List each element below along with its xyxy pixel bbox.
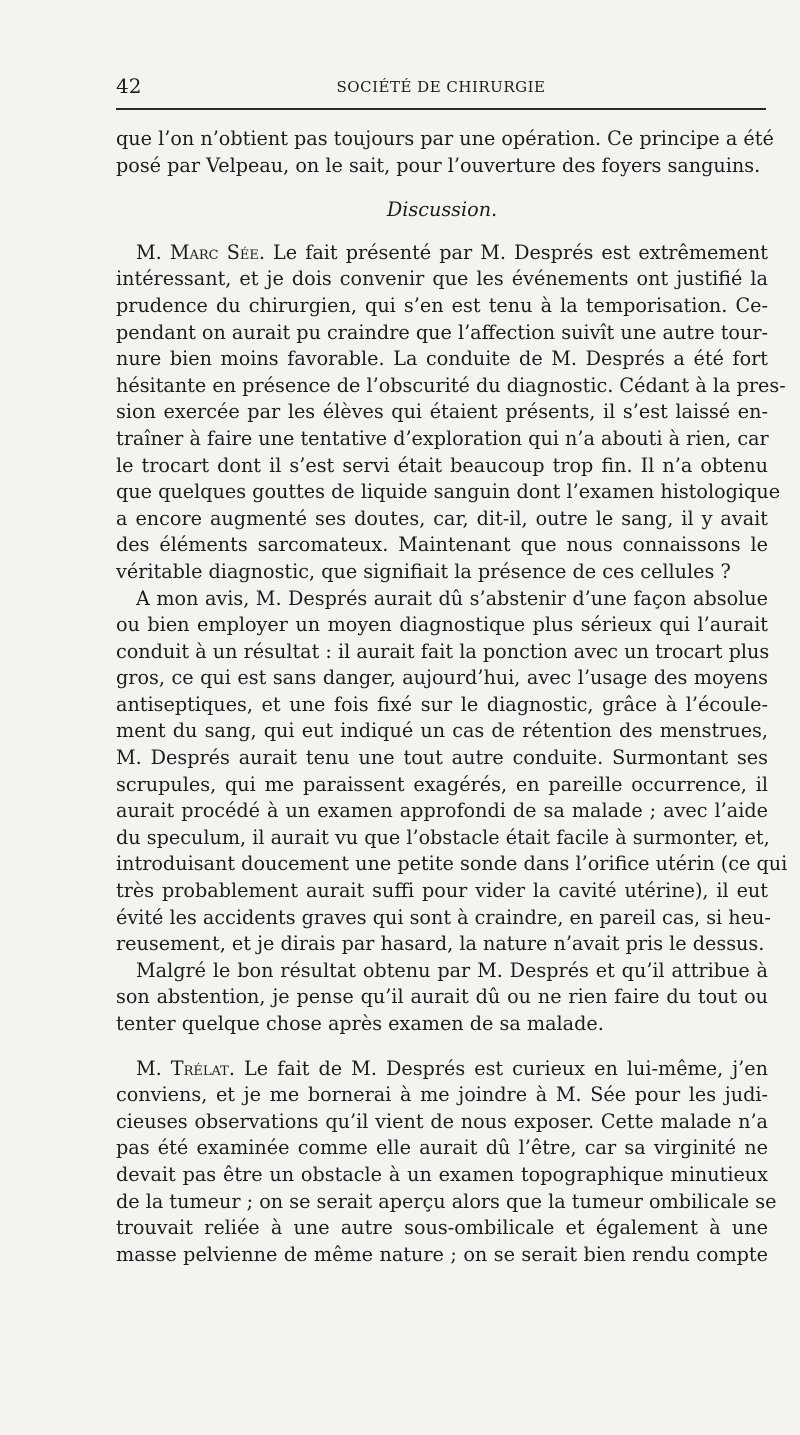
section-heading: Discussion. — [386, 198, 498, 222]
header-rule — [116, 108, 766, 110]
body-text — [116, 126, 788, 1268]
text-line: des éléments sarcomateux. Maintenant que nous connaissons le — [116, 533, 768, 557]
text-line: a encore augmenté ses doutes, car, dit-il, outre le sang, il y avait — [116, 506, 768, 530]
speaker-suffix: . — [258, 240, 265, 264]
text-line: pendant on aurait pu craindre que l’affection suivît une autre tour- — [116, 320, 768, 344]
text-line: gros, ce qui est sans danger, aujourd’hui, avec l’usage des moyens — [116, 666, 768, 690]
running-head: SOCIÉTÉ DE CHIRURGIE — [336, 78, 546, 96]
text-line: tenter quelque chose après examen de sa malade. — [116, 1012, 604, 1035]
page-header — [116, 74, 766, 98]
text-line: Malgré le bon résultat obtenu par M. Després et qu’il attribue à — [136, 958, 768, 982]
text-line: ou bien employer un moyen diagnostique plus sérieux qui l’aurait — [116, 613, 768, 637]
text-line: aurait procédé à un examen approfondi de sa malade ; avec l’aide — [116, 799, 768, 823]
text-line: du speculum, il aurait vu que l’obstacle était facile à surmonter, et, — [116, 825, 770, 849]
text-line: introduisant doucement une petite sonde dans l’orifice utérin (ce qui — [116, 852, 788, 876]
text-line: cieuses observations qu’il vient de nous exposer. Cette malade n’a — [116, 1109, 768, 1133]
text-line: antiseptiques, et une fois fixé sur le diagnostic, grâce à l’écoule- — [116, 692, 768, 716]
text-line: Le fait présenté par M. Després est extrêmement — [273, 240, 768, 264]
text-line: nure bien moins favorable. La conduite de M. Després a été fort — [116, 347, 768, 371]
text-line: son abstention, je pense qu’il aurait dû ou ne rien faire du tout ou — [116, 985, 768, 1009]
paragraph-gap — [116, 1038, 768, 1056]
text-line: M. Després aurait tenu une tout autre conduite. Surmontant ses — [116, 746, 768, 770]
text-line: conduit à un résultat : il aurait fait la ponction avec un trocart plus — [116, 639, 770, 663]
text-line: traîner à faire une tentative d’exploration qui n’a abouti à rien, car — [116, 426, 769, 450]
speaker-prefix: M. — [136, 1056, 171, 1080]
text-line: devait pas être un obstacle à un examen topographique minutieux — [116, 1162, 768, 1186]
text-line: A mon avis, M. Després aurait dû s’abstenir d’une façon absolue — [136, 586, 768, 610]
text-line: que quelques gouttes de liquide sanguin dont l’examen histologique — [116, 480, 781, 504]
text-line: que l’on n’obtient pas toujours par une opération. Ce principe a été — [116, 127, 774, 150]
text-line: évité les accidents graves qui sont à craindre, en pareil cas, si heu- — [116, 905, 771, 929]
page-number: 42 — [116, 74, 142, 98]
text-line: sion exercée par les élèves qui étaient présents, il s’est laissé en- — [116, 400, 768, 424]
speaker-prefix: M. — [136, 240, 170, 264]
text-line: pas été examinée comme elle aurait dû l’être, car sa virginité ne — [116, 1136, 768, 1160]
text-line: masse pelvienne de même nature ; on se serait bien rendu compte — [116, 1242, 768, 1266]
text-line: conviens, et je me bornerai à me joindre à M. Sée pour les judi- — [116, 1083, 768, 1107]
text-line: ment du sang, qui eut indiqué un cas de rétention des menstrues, — [116, 719, 768, 743]
speaker-name: Marc Sée — [169, 240, 259, 264]
speaker-suffix: . — [228, 1056, 235, 1080]
text-line: reusement, et je dirais par hasard, la nature n’avait pris le dessus. — [116, 932, 765, 956]
text-line: Le fait de M. Després est curieux en lui-même, j’en — [243, 1056, 768, 1080]
text-line: trouvait reliée à une autre sous-ombilicale et également à une — [116, 1216, 768, 1240]
speaker-name: Trélat — [170, 1056, 229, 1080]
text-line: véritable diagnostic, que signifiait la présence de ces cellules ? — [116, 559, 731, 583]
text-line: intéressant, et je dois convenir que les événements ont justifié la — [116, 267, 768, 291]
speaker-line — [116, 240, 768, 267]
text-line: le trocart dont il s’est servi était beaucoup trop fin. Il n’a obtenu — [116, 453, 768, 477]
text-line: de la tumeur ; on se serait aperçu alors que la tumeur ombilicale se — [116, 1189, 777, 1213]
speaker-line — [116, 1056, 768, 1083]
text-line: prudence du chirurgien, qui s’en est tenu à la temporisation. Ce- — [116, 293, 768, 317]
text-line: scrupules, qui me paraissent exagérés, en pareille occurrence, il — [116, 772, 768, 796]
text-line: très probablement aurait suffi pour vider la cavité utérine), il eut — [116, 879, 768, 903]
text-line: posé par Velpeau, on le sait, pour l’ouverture des foyers sanguins. — [116, 153, 761, 177]
text-line: hésitante en présence de l’obscurité du diagnostic. Cédant à la pres- — [116, 373, 786, 397]
